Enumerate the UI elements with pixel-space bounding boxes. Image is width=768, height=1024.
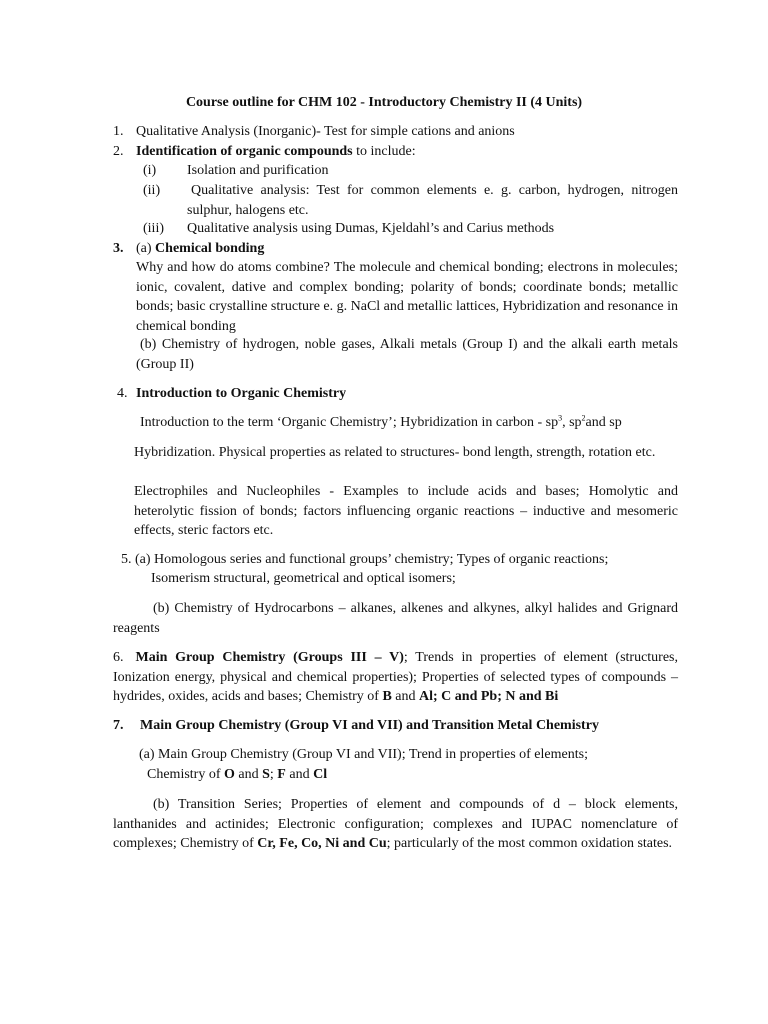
- section-2-item-1-number: (i): [143, 163, 157, 178]
- section-6-body: ; Trends in properties of element (structures, Ionization energy, physical and chemical properties); Properties of selected types of compounds – hydrides, oxides, acids and bases; Chemistry of: [113, 650, 678, 704]
- section-7a-bold-f: F: [277, 767, 286, 782]
- section-2-heading-bold: Identification of organic compounds: [136, 144, 353, 159]
- section-1-number: 1.: [113, 124, 124, 139]
- section-7a-bold-o: O: [224, 767, 235, 782]
- section-7b-body: (b) Transition Series; Properties of element and compounds of d – block elements, lanthanides and actinides; Electronic configuration; complexes and IUPAC nomenclature of complexes; Chemistry of: [113, 797, 678, 851]
- section-5a-line-2: Isomerism structural, geometrical and optical isomers;: [151, 571, 456, 586]
- section-6-text: [113, 648, 678, 707]
- page-title: Course outline for CHM 102 - Introductory Chemistry II (4 Units): [185, 95, 583, 110]
- section-7a-and-1: and: [234, 767, 263, 782]
- section-7b-bold-metals: Cr, Fe, Co, Ni and Cu: [257, 836, 387, 851]
- section-4-number: 4.: [117, 386, 128, 401]
- section-7-heading: Main Group Chemistry (Group VI and VII) and Transition Metal Chemistry: [140, 718, 599, 733]
- section-4-paragraph-2: Hybridization. Physical properties as related to structures- bond length, strength, rotation etc.: [134, 445, 656, 460]
- section-6-bold-1: B: [382, 689, 392, 704]
- section-7b-body-2: ; particularly of the most common oxidation states.: [386, 836, 673, 851]
- section-4-intro-a: Introduction to the term ‘Organic Chemistry’; Hybridization in carbon - sp: [140, 415, 559, 430]
- section-7a-line-1: (a) Main Group Chemistry (Group VI and VII); Trend in properties of elements;: [139, 747, 588, 762]
- section-5b-text: (b) Chemistry of Hydrocarbons – alkanes, alkenes and alkynes, alkyl halides and Grignard reagents: [113, 601, 678, 636]
- section-3a-prefix: (a): [136, 241, 156, 256]
- section-7a-line-2: [147, 765, 327, 785]
- section-3a-text: Why and how do atoms combine? The molecule and chemical bonding; electrons in molecules; ionic, covalent, dative and complex bonding; polarity of bonds; coordinate bonds; metallic bonds; basic crystalline structure e. g. NaCl and metallic lattices, Hybridization and resonance in chemical bonding: [136, 260, 678, 334]
- section-2-item-2-text: Qualitative analysis: Test for common elements e. g. carbon, hydrogen, nitrogen sulphur, halogens etc.: [187, 183, 678, 218]
- section-2-number: 2.: [113, 144, 124, 159]
- section-2-item-2-number: (ii): [143, 183, 161, 198]
- section-1-text: Qualitative Analysis (Inorganic)- Test for simple cations and anions: [136, 124, 515, 139]
- section-4-sup-3: 3: [558, 413, 563, 423]
- section-4-paragraph-3: Electrophiles and Nucleophiles - Examples to include acids and bases; Homolytic and heterolytic fission of bonds; factors influencing organic reactions – inductive and mesomeric effects, steric factors etc.: [134, 484, 678, 538]
- section-3b-text: (b) Chemistry of hydrogen, noble gases, Alkali metals (Group I) and the alkali earth metals (Group II): [136, 337, 678, 372]
- section-7a-sep: ;: [269, 767, 278, 782]
- section-2-item-1-text: Isolation and purification: [187, 163, 329, 178]
- section-2-heading-rest: to include:: [352, 144, 416, 159]
- section-3a-heading-bold: Chemical bonding: [155, 241, 265, 256]
- section-4-sup-2: 2: [581, 413, 586, 423]
- section-4-intro-b: , sp: [562, 415, 582, 430]
- section-6-heading: Main Group Chemistry (Groups III – V): [135, 650, 404, 665]
- section-7b-text: [113, 795, 678, 854]
- section-7a-and-2: and: [285, 767, 314, 782]
- section-2-heading: [136, 142, 416, 162]
- section-7a-prefix: Chemistry of: [147, 767, 224, 782]
- section-2-item-3-text: Qualitative analysis using Dumas, Kjeldahl’s and Carius methods: [187, 221, 555, 236]
- section-2-item-3-number: (iii): [143, 221, 164, 236]
- section-6-bold-2: Al; C and Pb; N and Bi: [419, 689, 559, 704]
- section-3-number: 3.: [113, 241, 124, 256]
- section-7-number: 7.: [113, 718, 124, 733]
- section-6-number: 6.: [113, 650, 124, 665]
- section-4-intro: [140, 413, 622, 433]
- section-7a-bold-cl: Cl: [313, 767, 328, 782]
- section-7a-bold-s: S: [262, 767, 270, 782]
- section-4-heading: Introduction to Organic Chemistry: [136, 386, 347, 401]
- section-3a-heading: [136, 239, 264, 259]
- section-6-body-2: and: [391, 689, 420, 704]
- section-4-intro-c: and sp: [585, 415, 622, 430]
- section-5a-line-1: 5. (a) Homologous series and functional groups’ chemistry; Types of organic reactions;: [121, 552, 609, 567]
